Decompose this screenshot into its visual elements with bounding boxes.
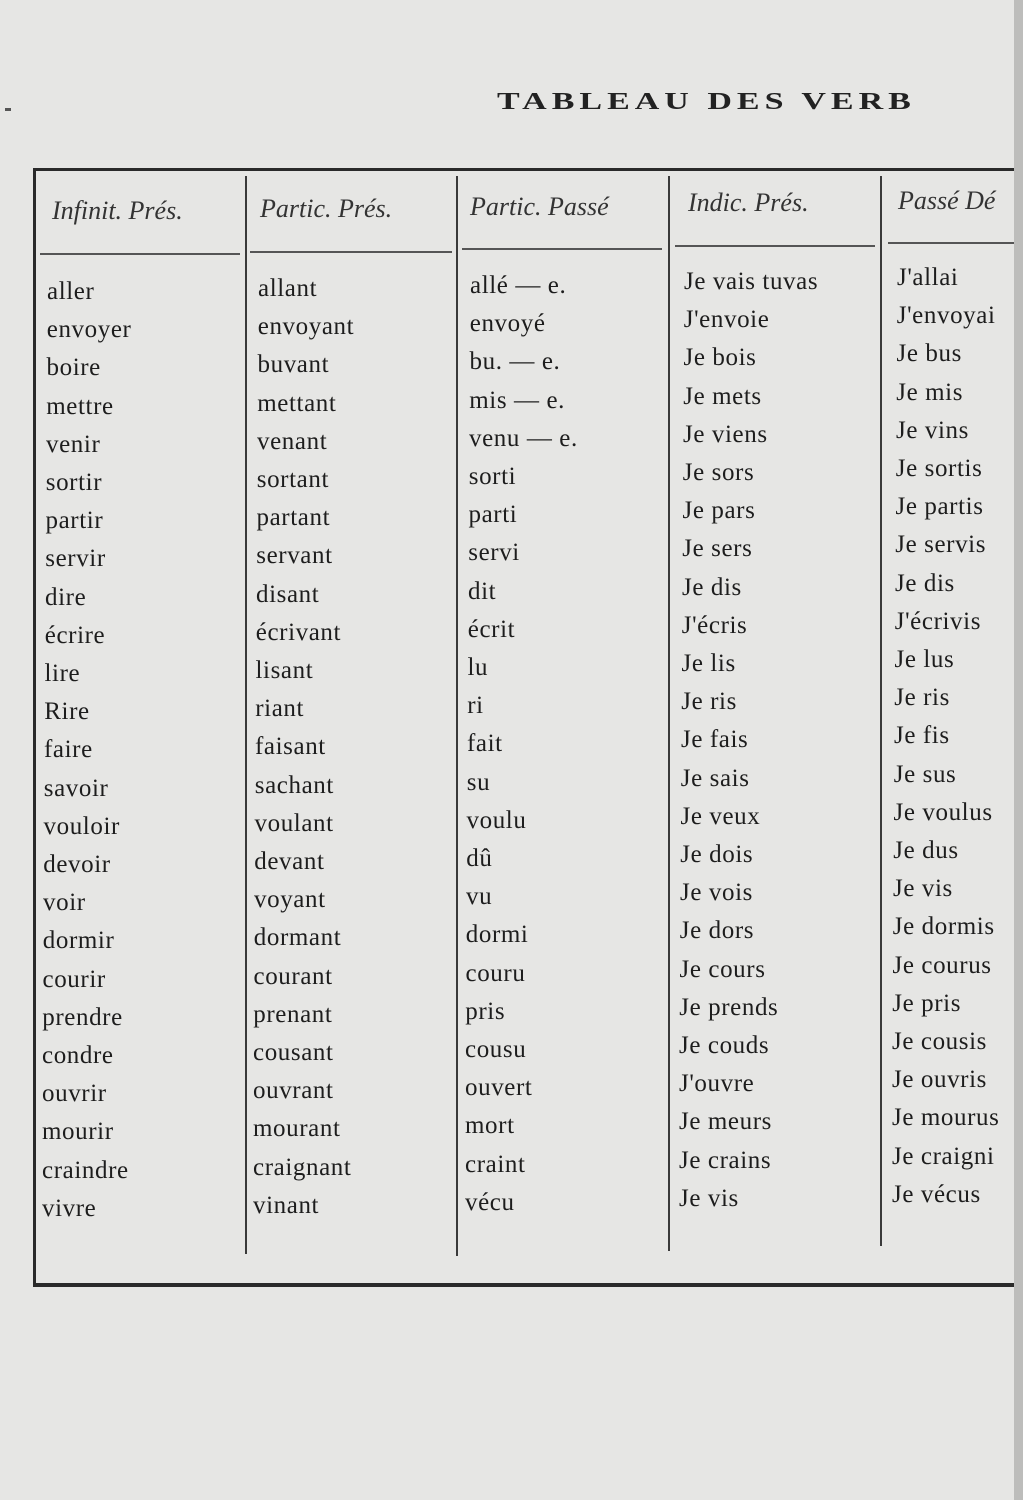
- cell-infinitif: craindre: [42, 1156, 129, 1184]
- cell-participe-present: prenant: [253, 1000, 333, 1028]
- cell-indicatif-present: Je pars: [682, 497, 756, 525]
- cell-passe-defini: Je dus: [893, 837, 959, 864]
- cell-indicatif-present: Je dors: [679, 917, 755, 945]
- cell-passe-defini: J'allai: [897, 264, 959, 291]
- cell-infinitif: devoir: [43, 851, 111, 878]
- cell-participe-passe: fait: [467, 730, 503, 758]
- cell-passe-defini: Je courus: [892, 951, 992, 979]
- cell-indicatif-present: Je dois: [680, 841, 754, 868]
- cell-infinitif: courir: [42, 965, 106, 993]
- cell-participe-passe: ri: [467, 692, 484, 720]
- cell-indicatif-present: Je couds: [679, 1032, 770, 1059]
- cell-infinitif: savoir: [43, 774, 109, 802]
- header-rule: [462, 248, 662, 250]
- cell-participe-present: sachant: [254, 771, 334, 799]
- cell-infinitif: aller: [47, 278, 95, 305]
- cell-participe-passe: vécu: [465, 1188, 515, 1216]
- cell-indicatif-present: Je bois: [683, 344, 757, 372]
- cell-infinitif: dire: [45, 583, 87, 611]
- cell-indicatif-present: Je vois: [680, 879, 753, 907]
- cell-infinitif: vouloir: [43, 812, 120, 840]
- cell-infinitif: condre: [42, 1042, 114, 1069]
- header-participe-present: Partic. Prés.: [260, 194, 393, 223]
- cell-passe-defini: Je vécus: [892, 1180, 981, 1208]
- cell-participe-passe: parti: [468, 501, 518, 529]
- cell-participe-present: vinant: [253, 1191, 320, 1219]
- cell-participe-present: buvant: [257, 351, 330, 379]
- cell-passe-defini: Je sus: [893, 760, 957, 788]
- cell-passe-defini: J'envoyai: [896, 302, 996, 330]
- cell-infinitif: mourir: [42, 1118, 114, 1146]
- cell-participe-present: voulant: [254, 809, 334, 837]
- cell-participe-passe: vu: [466, 883, 493, 911]
- cell-infinitif: écrire: [44, 621, 106, 649]
- cell-passe-defini: Je ris: [894, 684, 950, 712]
- cell-participe-present: courant: [253, 962, 333, 990]
- header-rule: [250, 251, 452, 253]
- cell-passe-defini: Je vins: [896, 416, 969, 444]
- cell-infinitif: ouvrir: [42, 1080, 107, 1108]
- cell-passe-defini: Je dormis: [892, 913, 995, 941]
- cell-participe-present: écrivant: [255, 618, 342, 646]
- cell-participe-present: devant: [254, 848, 325, 875]
- cell-participe-present: disant: [256, 580, 320, 608]
- cell-participe-passe: mort: [465, 1112, 515, 1140]
- cell-passe-defini: J'écrivis: [894, 607, 982, 635]
- header-indicatif-present: Indic. Prés.: [688, 188, 809, 217]
- cell-participe-passe: su: [466, 768, 491, 796]
- cell-indicatif-present: J'écris: [681, 611, 748, 639]
- cell-passe-defini: Je servis: [895, 531, 987, 559]
- cell-infinitif: voir: [43, 889, 86, 917]
- column-divider: [880, 176, 882, 1246]
- cell-passe-defini: Je mis: [896, 378, 964, 406]
- cell-infinitif: partir: [45, 507, 104, 535]
- cell-indicatif-present: Je vais tuvas: [684, 268, 819, 295]
- header-passe-defini: Passé Dé: [898, 186, 996, 215]
- cell-infinitif: prendre: [42, 1003, 123, 1031]
- cell-infinitif: faire: [44, 736, 93, 764]
- column-divider: [668, 176, 670, 1251]
- cell-passe-defini: Je fis: [894, 722, 950, 750]
- cell-infinitif: servir: [45, 545, 106, 573]
- cell-infinitif: lire: [44, 660, 81, 687]
- cell-passe-defini: Je bus: [896, 340, 962, 368]
- cell-participe-passe: sorti: [468, 463, 517, 490]
- cell-participe-present: dormant: [253, 924, 342, 952]
- cell-participe-passe: dû: [466, 845, 493, 872]
- cell-infinitif: boire: [46, 354, 101, 382]
- cell-indicatif-present: Je mets: [683, 382, 762, 410]
- cell-participe-present: ouvrant: [253, 1077, 334, 1105]
- cell-participe-present: sortant: [256, 466, 329, 493]
- cell-participe-passe: venu — e.: [469, 424, 578, 452]
- cell-participe-passe: couru: [465, 959, 526, 987]
- cell-participe-present: venant: [257, 427, 328, 455]
- cell-participe-passe: bu. — e.: [469, 348, 561, 376]
- cell-infinitif: envoyer: [46, 316, 132, 344]
- cell-participe-present: allant: [258, 275, 318, 302]
- cell-participe-passe: envoyé: [469, 310, 546, 338]
- cell-participe-passe: écrit: [467, 615, 516, 643]
- cell-indicatif-present: Je prends: [679, 993, 779, 1021]
- cell-participe-present: mettant: [257, 389, 337, 417]
- cell-participe-present: envoyant: [257, 313, 355, 341]
- cell-participe-passe: dormi: [465, 921, 529, 949]
- cell-passe-defini: Je ouvris: [892, 1066, 987, 1094]
- cell-participe-present: servant: [256, 542, 333, 570]
- cell-indicatif-present: Je meurs: [679, 1108, 772, 1136]
- cell-participe-present: lisant: [255, 657, 314, 684]
- cell-indicatif-present: J'ouvre: [679, 1070, 755, 1098]
- cell-indicatif-present: Je dis: [682, 573, 742, 601]
- cell-participe-present: partant: [256, 504, 331, 532]
- cell-indicatif-present: Je ris: [681, 688, 737, 716]
- cell-indicatif-present: Je lis: [681, 650, 736, 677]
- cell-passe-defini: Je pris: [892, 989, 962, 1017]
- header-rule: [675, 245, 875, 247]
- cell-participe-present: voyant: [254, 886, 326, 914]
- cell-passe-defini: Je mourus: [892, 1104, 1000, 1132]
- cell-indicatif-present: Je sais: [680, 764, 750, 792]
- cell-infinitif: venir: [46, 430, 101, 458]
- page-title: TABLEAU DES VERB: [497, 88, 916, 115]
- cell-passe-defini: Je voulus: [893, 798, 993, 826]
- cell-indicatif-present: Je vis: [679, 1184, 739, 1212]
- cell-indicatif-present: J'envoie: [683, 306, 770, 334]
- cell-infinitif: sortir: [45, 469, 103, 496]
- cell-participe-passe: servi: [468, 539, 520, 567]
- cell-participe-passe: craint: [465, 1150, 526, 1178]
- column-divider: [245, 176, 247, 1254]
- cell-participe-passe: voulu: [466, 806, 527, 834]
- cell-indicatif-present: Je sors: [682, 459, 755, 486]
- cell-infinitif: mettre: [46, 392, 114, 420]
- cell-infinitif: dormir: [42, 927, 115, 955]
- cell-infinitif: Rire: [44, 698, 90, 726]
- header-rule: [888, 242, 1023, 244]
- cell-passe-defini: Je dis: [895, 569, 955, 597]
- cell-indicatif-present: Je veux: [680, 802, 761, 830]
- cell-participe-passe: mis — e.: [469, 386, 566, 414]
- cell-participe-present: riant: [255, 695, 305, 723]
- cell-participe-passe: cousu: [465, 1036, 527, 1063]
- cell-participe-passe: ouvert: [465, 1074, 533, 1102]
- cell-participe-present: cousant: [253, 1039, 334, 1066]
- column-divider: [456, 176, 458, 1256]
- cell-indicatif-present: Je fais: [681, 726, 749, 754]
- cell-participe-present: craignant: [253, 1153, 352, 1181]
- cell-passe-defini: Je vis: [893, 875, 953, 903]
- cell-participe-present: faisant: [255, 733, 326, 761]
- page-edge: [1014, 0, 1023, 1500]
- header-infinitif: Infinit. Prés.: [52, 196, 183, 225]
- cell-passe-defini: Je partis: [895, 493, 984, 521]
- header-rule: [40, 253, 240, 255]
- cell-participe-present: mourant: [253, 1115, 341, 1143]
- margin-mark: [5, 108, 11, 111]
- cell-indicatif-present: Je viens: [683, 420, 768, 448]
- cell-participe-passe: allé — e.: [470, 272, 567, 299]
- header-participe-passe: Partic. Passé: [470, 192, 609, 221]
- cell-participe-passe: dit: [468, 577, 497, 605]
- cell-passe-defini: Je lus: [894, 646, 955, 673]
- cell-infinitif: vivre: [42, 1194, 97, 1222]
- cell-passe-defini: Je sortis: [895, 455, 983, 482]
- cell-participe-passe: pris: [465, 997, 506, 1025]
- cell-indicatif-present: Je sers: [682, 535, 753, 563]
- cell-indicatif-present: Je crains: [679, 1146, 772, 1174]
- cell-participe-passe: lu: [467, 654, 489, 681]
- cell-passe-defini: Je craigni: [892, 1142, 995, 1170]
- cell-passe-defini: Je cousis: [892, 1028, 987, 1055]
- cell-indicatif-present: Je cours: [679, 955, 766, 983]
